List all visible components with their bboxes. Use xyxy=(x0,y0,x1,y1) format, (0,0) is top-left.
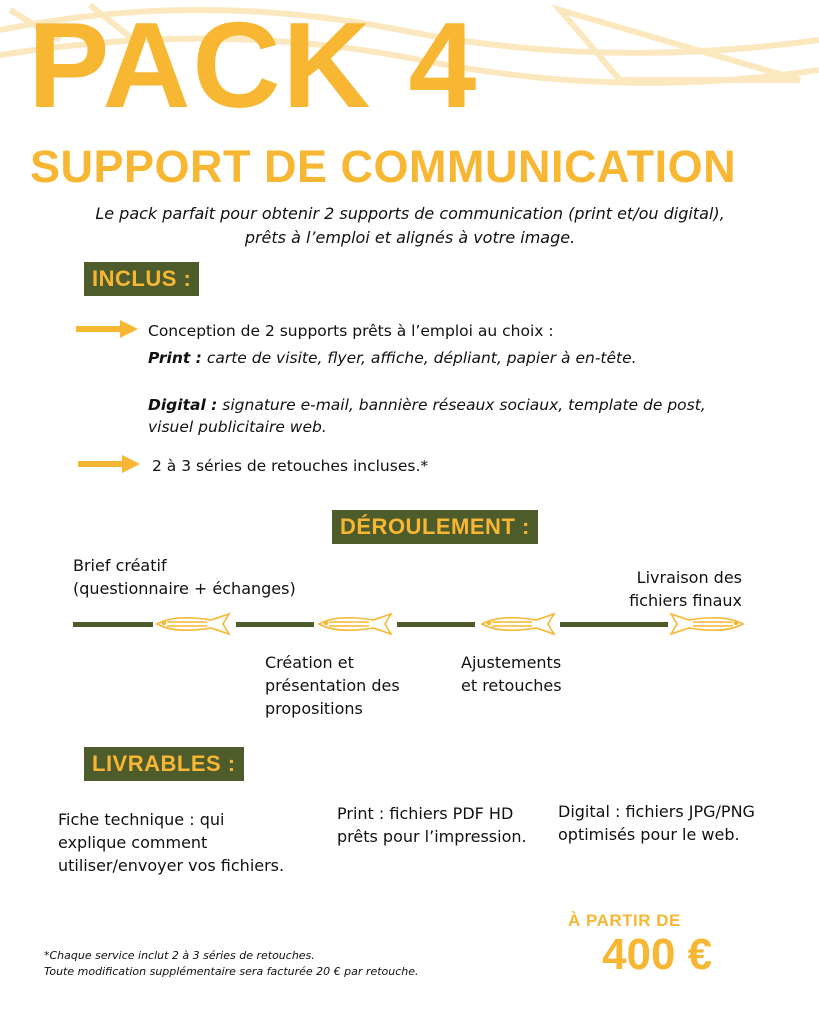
included-item-2: 2 à 3 séries de retouches incluses.* xyxy=(152,457,429,475)
price-from-label: À PARTIR DE xyxy=(568,911,681,930)
arrow-right-icon xyxy=(78,455,140,473)
included-label: INCLUS : xyxy=(84,262,199,296)
print-label: Print : xyxy=(148,349,202,367)
digital-label: Digital : xyxy=(148,396,218,414)
step-delivery: Livraison des fichiers finaux xyxy=(629,568,742,610)
timeline-segment xyxy=(236,622,314,627)
deliverables-label: LIVRABLES : xyxy=(84,747,244,781)
timeline-segment xyxy=(397,622,475,627)
included-digital xyxy=(148,394,748,438)
deliverable-print: Print : fichiers PDF HD prêts pour l’impression. xyxy=(337,804,527,846)
digital-text: signature e-mail, bannière réseaux sociaux, template de post, visuel publicitaire web. xyxy=(148,396,706,436)
deliverable-technical-sheet: Fiche technique : qui explique comment utiliser/envoyer vos fichiers. xyxy=(58,810,285,875)
arrow-right-icon xyxy=(76,320,138,338)
pack-title: PACK 4 xyxy=(28,0,479,133)
included-item-1: Conception de 2 supports prêts à l’emploi au choix : xyxy=(148,322,554,340)
page-subtitle: SUPPORT DE COMMUNICATION xyxy=(30,141,737,192)
price-value: 400 € xyxy=(602,930,713,979)
fish-icon xyxy=(317,612,393,636)
timeline-segment xyxy=(73,622,153,627)
timeline-segment xyxy=(560,622,668,627)
print-text: carte de visite, flyer, affiche, dépliant, papier à en-tête. xyxy=(201,349,637,367)
step-brief: Brief créatif (questionnaire + échanges) xyxy=(73,556,296,598)
fish-icon xyxy=(480,612,556,636)
process-label: DÉROULEMENT : xyxy=(332,510,538,544)
included-print xyxy=(148,347,768,369)
intro-text: Le pack parfait pour obtenir 2 supports de communication (print et/ou digital), prêts à l’emploi et alignés à votre image. xyxy=(95,204,725,247)
deliverable-digital: Digital : fichiers JPG/PNG optimisés pour le web. xyxy=(558,802,755,844)
step-creation: Création et présentation des propositions xyxy=(265,653,400,718)
fish-icon xyxy=(155,612,231,636)
footnote: *Chaque service inclut 2 à 3 séries de retouches. Toute modification supplémentaire sera facturée 20 € par retouche. xyxy=(44,949,419,978)
fish-icon xyxy=(669,612,745,636)
step-adjustments: Ajustements et retouches xyxy=(461,653,562,695)
